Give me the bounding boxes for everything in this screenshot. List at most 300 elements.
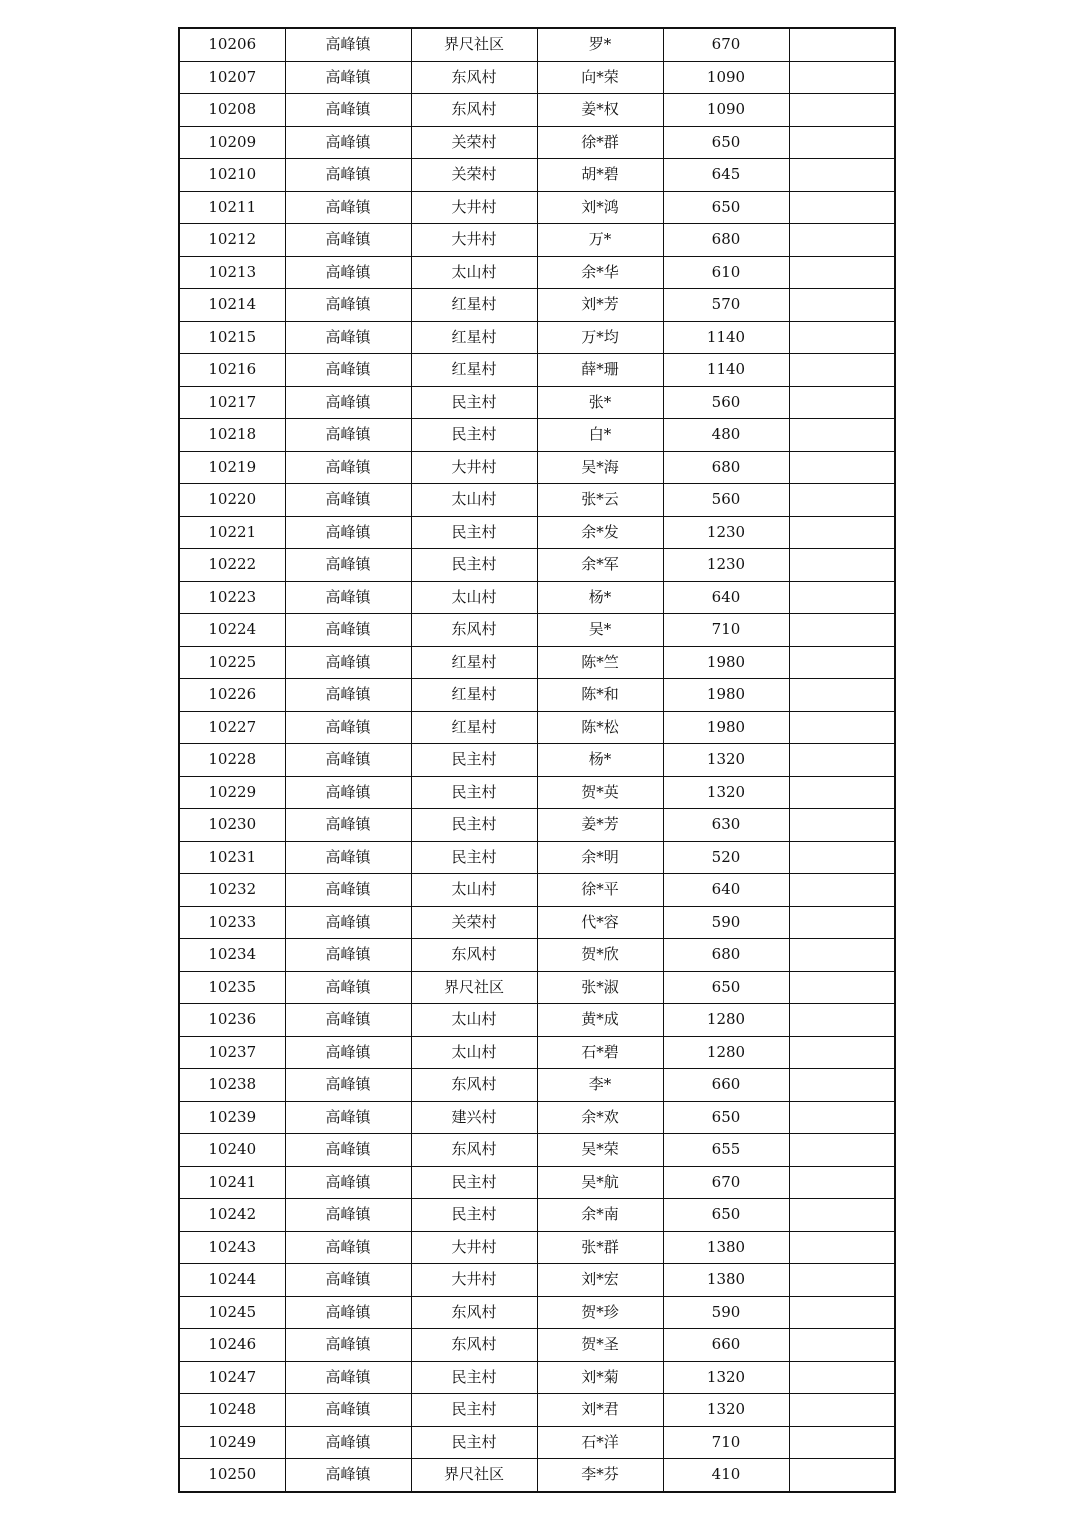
name-cell: 刘*宏 <box>537 1264 663 1297</box>
village-cell: 民主村 <box>411 386 537 419</box>
record-id-cell: 10233 <box>179 906 285 939</box>
table-row <box>179 679 895 712</box>
record-id-cell: 10213 <box>179 256 285 289</box>
note-cell <box>789 1101 895 1134</box>
record-id-cell: 10223 <box>179 581 285 614</box>
village-cell: 界尺社区 <box>411 971 537 1004</box>
note-cell <box>789 61 895 94</box>
note-cell <box>789 159 895 192</box>
table-row <box>179 419 895 452</box>
village-cell: 民主村 <box>411 776 537 809</box>
amount-cell: 670 <box>663 28 789 61</box>
record-id-cell: 10232 <box>179 874 285 907</box>
town-cell: 高峰镇 <box>285 28 411 61</box>
record-id-cell: 10226 <box>179 679 285 712</box>
village-cell: 东风村 <box>411 1134 537 1167</box>
amount-cell: 1140 <box>663 354 789 387</box>
table-row <box>179 549 895 582</box>
town-cell: 高峰镇 <box>285 1329 411 1362</box>
record-id-cell: 10244 <box>179 1264 285 1297</box>
name-cell: 陈*和 <box>537 679 663 712</box>
amount-cell: 710 <box>663 614 789 647</box>
record-id-cell: 10209 <box>179 126 285 159</box>
amount-cell: 710 <box>663 1426 789 1459</box>
amount-cell: 650 <box>663 1101 789 1134</box>
record-id-cell: 10228 <box>179 744 285 777</box>
record-id-cell: 10247 <box>179 1361 285 1394</box>
note-cell <box>789 256 895 289</box>
note-cell <box>789 776 895 809</box>
table-row <box>179 191 895 224</box>
town-cell: 高峰镇 <box>285 159 411 192</box>
village-cell: 大井村 <box>411 1231 537 1264</box>
table-row <box>179 28 895 61</box>
table-row <box>179 1296 895 1329</box>
note-cell <box>789 1296 895 1329</box>
name-cell: 代*容 <box>537 906 663 939</box>
record-id-cell: 10210 <box>179 159 285 192</box>
note-cell <box>789 939 895 972</box>
village-cell: 民主村 <box>411 1199 537 1232</box>
town-cell: 高峰镇 <box>285 841 411 874</box>
amount-cell: 1280 <box>663 1036 789 1069</box>
note-cell <box>789 1361 895 1394</box>
village-cell: 民主村 <box>411 809 537 842</box>
town-cell: 高峰镇 <box>285 809 411 842</box>
record-id-cell: 10246 <box>179 1329 285 1362</box>
amount-cell: 1320 <box>663 776 789 809</box>
record-id-cell: 10218 <box>179 419 285 452</box>
town-cell: 高峰镇 <box>285 354 411 387</box>
amount-cell: 670 <box>663 1166 789 1199</box>
town-cell: 高峰镇 <box>285 419 411 452</box>
amount-cell: 1230 <box>663 549 789 582</box>
town-cell: 高峰镇 <box>285 971 411 1004</box>
village-cell: 太山村 <box>411 581 537 614</box>
village-cell: 大井村 <box>411 191 537 224</box>
amount-cell: 1320 <box>663 744 789 777</box>
town-cell: 高峰镇 <box>285 191 411 224</box>
town-cell: 高峰镇 <box>285 224 411 257</box>
name-cell: 余*明 <box>537 841 663 874</box>
note-cell <box>789 28 895 61</box>
table-row <box>179 581 895 614</box>
town-cell: 高峰镇 <box>285 581 411 614</box>
town-cell: 高峰镇 <box>285 874 411 907</box>
table-row <box>179 1264 895 1297</box>
record-id-cell: 10231 <box>179 841 285 874</box>
note-cell <box>789 1264 895 1297</box>
town-cell: 高峰镇 <box>285 711 411 744</box>
amount-cell: 1280 <box>663 1004 789 1037</box>
town-cell: 高峰镇 <box>285 94 411 127</box>
name-cell: 张*淑 <box>537 971 663 1004</box>
name-cell: 贺*圣 <box>537 1329 663 1362</box>
record-id-cell: 10237 <box>179 1036 285 1069</box>
table-row <box>179 94 895 127</box>
table-row <box>179 386 895 419</box>
town-cell: 高峰镇 <box>285 451 411 484</box>
record-id-cell: 10229 <box>179 776 285 809</box>
note-cell <box>789 321 895 354</box>
record-id-cell: 10234 <box>179 939 285 972</box>
note-cell <box>789 874 895 907</box>
village-cell: 民主村 <box>411 1394 537 1427</box>
town-cell: 高峰镇 <box>285 1166 411 1199</box>
amount-cell: 1980 <box>663 679 789 712</box>
village-cell: 太山村 <box>411 1036 537 1069</box>
note-cell <box>789 126 895 159</box>
village-cell: 民主村 <box>411 744 537 777</box>
amount-cell: 660 <box>663 1329 789 1362</box>
village-cell: 东风村 <box>411 939 537 972</box>
town-cell: 高峰镇 <box>285 1134 411 1167</box>
town-cell: 高峰镇 <box>285 484 411 517</box>
note-cell <box>789 581 895 614</box>
town-cell: 高峰镇 <box>285 939 411 972</box>
record-id-cell: 10227 <box>179 711 285 744</box>
table-row <box>179 61 895 94</box>
town-cell: 高峰镇 <box>285 61 411 94</box>
town-cell: 高峰镇 <box>285 1394 411 1427</box>
record-id-cell: 10215 <box>179 321 285 354</box>
table-row <box>179 1101 895 1134</box>
name-cell: 余*发 <box>537 516 663 549</box>
note-cell <box>789 1166 895 1199</box>
note-cell <box>789 1231 895 1264</box>
amount-cell: 590 <box>663 906 789 939</box>
amount-cell: 1140 <box>663 321 789 354</box>
table-row <box>179 614 895 647</box>
village-cell: 民主村 <box>411 549 537 582</box>
table-row <box>179 224 895 257</box>
name-cell: 万* <box>537 224 663 257</box>
name-cell: 刘*鸿 <box>537 191 663 224</box>
table-row <box>179 1231 895 1264</box>
table-row <box>179 516 895 549</box>
name-cell: 万*均 <box>537 321 663 354</box>
amount-cell: 1380 <box>663 1264 789 1297</box>
table-row <box>179 711 895 744</box>
amount-cell: 650 <box>663 191 789 224</box>
amount-cell: 1980 <box>663 646 789 679</box>
name-cell: 胡*碧 <box>537 159 663 192</box>
amount-cell: 480 <box>663 419 789 452</box>
village-cell: 太山村 <box>411 1004 537 1037</box>
village-cell: 太山村 <box>411 256 537 289</box>
amount-cell: 520 <box>663 841 789 874</box>
table-row <box>179 1426 895 1459</box>
table-row <box>179 776 895 809</box>
note-cell <box>789 1459 895 1492</box>
table-row <box>179 809 895 842</box>
village-cell: 民主村 <box>411 516 537 549</box>
record-id-cell: 10241 <box>179 1166 285 1199</box>
table-row <box>179 971 895 1004</box>
record-id-cell: 10225 <box>179 646 285 679</box>
table-row <box>179 289 895 322</box>
village-cell: 东风村 <box>411 1069 537 1102</box>
village-cell: 东风村 <box>411 61 537 94</box>
village-cell: 关荣村 <box>411 906 537 939</box>
town-cell: 高峰镇 <box>285 776 411 809</box>
town-cell: 高峰镇 <box>285 516 411 549</box>
table-row <box>179 1329 895 1362</box>
table-row <box>179 1394 895 1427</box>
record-id-cell: 10250 <box>179 1459 285 1492</box>
note-cell <box>789 1069 895 1102</box>
note-cell <box>789 1329 895 1362</box>
table-row <box>179 1166 895 1199</box>
table-row <box>179 321 895 354</box>
note-cell <box>789 191 895 224</box>
amount-cell: 680 <box>663 451 789 484</box>
name-cell: 李* <box>537 1069 663 1102</box>
amount-cell: 1980 <box>663 711 789 744</box>
village-cell: 红星村 <box>411 354 537 387</box>
amount-cell: 640 <box>663 874 789 907</box>
record-id-cell: 10249 <box>179 1426 285 1459</box>
name-cell: 薛*珊 <box>537 354 663 387</box>
name-cell: 刘*菊 <box>537 1361 663 1394</box>
name-cell: 吴*航 <box>537 1166 663 1199</box>
name-cell: 吴* <box>537 614 663 647</box>
amount-cell: 1380 <box>663 1231 789 1264</box>
record-id-cell: 10206 <box>179 28 285 61</box>
town-cell: 高峰镇 <box>285 679 411 712</box>
record-id-cell: 10214 <box>179 289 285 322</box>
note-cell <box>789 971 895 1004</box>
record-id-cell: 10235 <box>179 971 285 1004</box>
village-cell: 关荣村 <box>411 159 537 192</box>
table-row <box>179 841 895 874</box>
amount-cell: 680 <box>663 939 789 972</box>
village-cell: 界尺社区 <box>411 28 537 61</box>
town-cell: 高峰镇 <box>285 1361 411 1394</box>
record-id-cell: 10236 <box>179 1004 285 1037</box>
amount-cell: 645 <box>663 159 789 192</box>
record-id-cell: 10219 <box>179 451 285 484</box>
town-cell: 高峰镇 <box>285 1459 411 1492</box>
name-cell: 杨* <box>537 744 663 777</box>
table-row <box>179 484 895 517</box>
town-cell: 高峰镇 <box>285 126 411 159</box>
village-cell: 大井村 <box>411 451 537 484</box>
note-cell <box>789 809 895 842</box>
note-cell <box>789 744 895 777</box>
village-cell: 关荣村 <box>411 126 537 159</box>
note-cell <box>789 1036 895 1069</box>
note-cell <box>789 1004 895 1037</box>
note-cell <box>789 289 895 322</box>
record-id-cell: 10220 <box>179 484 285 517</box>
name-cell: 向*荣 <box>537 61 663 94</box>
town-cell: 高峰镇 <box>285 1296 411 1329</box>
village-cell: 红星村 <box>411 679 537 712</box>
note-cell <box>789 646 895 679</box>
village-cell: 红星村 <box>411 289 537 322</box>
record-id-cell: 10207 <box>179 61 285 94</box>
name-cell: 刘*君 <box>537 1394 663 1427</box>
note-cell <box>789 1199 895 1232</box>
name-cell: 余*欢 <box>537 1101 663 1134</box>
town-cell: 高峰镇 <box>285 549 411 582</box>
name-cell: 吴*荣 <box>537 1134 663 1167</box>
village-cell: 民主村 <box>411 1166 537 1199</box>
name-cell: 徐*平 <box>537 874 663 907</box>
town-cell: 高峰镇 <box>285 256 411 289</box>
table-row <box>179 906 895 939</box>
note-cell <box>789 679 895 712</box>
village-cell: 东风村 <box>411 1329 537 1362</box>
amount-cell: 650 <box>663 126 789 159</box>
note-cell <box>789 516 895 549</box>
note-cell <box>789 94 895 127</box>
note-cell <box>789 224 895 257</box>
name-cell: 刘*芳 <box>537 289 663 322</box>
village-cell: 大井村 <box>411 224 537 257</box>
village-cell: 红星村 <box>411 321 537 354</box>
town-cell: 高峰镇 <box>285 1264 411 1297</box>
record-id-cell: 10238 <box>179 1069 285 1102</box>
amount-cell: 630 <box>663 809 789 842</box>
name-cell: 李*芬 <box>537 1459 663 1492</box>
table-row <box>179 256 895 289</box>
name-cell: 杨* <box>537 581 663 614</box>
village-cell: 民主村 <box>411 419 537 452</box>
note-cell <box>789 386 895 419</box>
town-cell: 高峰镇 <box>285 1036 411 1069</box>
name-cell: 贺*珍 <box>537 1296 663 1329</box>
table-row <box>179 1036 895 1069</box>
village-cell: 界尺社区 <box>411 1459 537 1492</box>
name-cell: 余*军 <box>537 549 663 582</box>
amount-cell: 640 <box>663 581 789 614</box>
amount-cell: 590 <box>663 1296 789 1329</box>
amount-cell: 1320 <box>663 1361 789 1394</box>
name-cell: 陈*松 <box>537 711 663 744</box>
record-id-cell: 10242 <box>179 1199 285 1232</box>
table-row <box>179 1361 895 1394</box>
table-row <box>179 354 895 387</box>
note-cell <box>789 451 895 484</box>
amount-cell: 560 <box>663 386 789 419</box>
name-cell: 张*云 <box>537 484 663 517</box>
amount-cell: 410 <box>663 1459 789 1492</box>
record-id-cell: 10212 <box>179 224 285 257</box>
note-cell <box>789 1426 895 1459</box>
record-id-cell: 10221 <box>179 516 285 549</box>
amount-cell: 570 <box>663 289 789 322</box>
note-cell <box>789 614 895 647</box>
village-cell: 东风村 <box>411 1296 537 1329</box>
name-cell: 张* <box>537 386 663 419</box>
note-cell <box>789 906 895 939</box>
name-cell: 余*南 <box>537 1199 663 1232</box>
amount-cell: 650 <box>663 1199 789 1232</box>
table-row <box>179 159 895 192</box>
table-row <box>179 126 895 159</box>
roster-table <box>178 27 896 1493</box>
table-row <box>179 1459 895 1492</box>
town-cell: 高峰镇 <box>285 1069 411 1102</box>
village-cell: 红星村 <box>411 646 537 679</box>
note-cell <box>789 841 895 874</box>
amount-cell: 560 <box>663 484 789 517</box>
town-cell: 高峰镇 <box>285 386 411 419</box>
record-id-cell: 10239 <box>179 1101 285 1134</box>
table-row <box>179 1199 895 1232</box>
amount-cell: 610 <box>663 256 789 289</box>
town-cell: 高峰镇 <box>285 744 411 777</box>
table-row <box>179 744 895 777</box>
table-row <box>179 874 895 907</box>
town-cell: 高峰镇 <box>285 1101 411 1134</box>
amount-cell: 1090 <box>663 94 789 127</box>
village-cell: 大井村 <box>411 1264 537 1297</box>
note-cell <box>789 1134 895 1167</box>
record-id-cell: 10216 <box>179 354 285 387</box>
table-row <box>179 1069 895 1102</box>
village-cell: 民主村 <box>411 1426 537 1459</box>
town-cell: 高峰镇 <box>285 321 411 354</box>
record-id-cell: 10230 <box>179 809 285 842</box>
town-cell: 高峰镇 <box>285 906 411 939</box>
table-row <box>179 939 895 972</box>
village-cell: 东风村 <box>411 94 537 127</box>
roster-table-body <box>179 28 895 1492</box>
amount-cell: 655 <box>663 1134 789 1167</box>
amount-cell: 660 <box>663 1069 789 1102</box>
town-cell: 高峰镇 <box>285 1231 411 1264</box>
note-cell <box>789 419 895 452</box>
name-cell: 余*华 <box>537 256 663 289</box>
table-row <box>179 1004 895 1037</box>
village-cell: 太山村 <box>411 874 537 907</box>
name-cell: 吴*海 <box>537 451 663 484</box>
town-cell: 高峰镇 <box>285 1426 411 1459</box>
record-id-cell: 10248 <box>179 1394 285 1427</box>
name-cell: 贺*欣 <box>537 939 663 972</box>
town-cell: 高峰镇 <box>285 289 411 322</box>
amount-cell: 1320 <box>663 1394 789 1427</box>
table-row <box>179 1134 895 1167</box>
name-cell: 陈*竺 <box>537 646 663 679</box>
note-cell <box>789 484 895 517</box>
note-cell <box>789 1394 895 1427</box>
record-id-cell: 10224 <box>179 614 285 647</box>
note-cell <box>789 549 895 582</box>
village-cell: 东风村 <box>411 614 537 647</box>
name-cell: 罗* <box>537 28 663 61</box>
record-id-cell: 10211 <box>179 191 285 224</box>
amount-cell: 1230 <box>663 516 789 549</box>
village-cell: 民主村 <box>411 841 537 874</box>
table-row <box>179 451 895 484</box>
name-cell: 姜*芳 <box>537 809 663 842</box>
amount-cell: 680 <box>663 224 789 257</box>
village-cell: 民主村 <box>411 1361 537 1394</box>
record-id-cell: 10208 <box>179 94 285 127</box>
amount-cell: 650 <box>663 971 789 1004</box>
record-id-cell: 10240 <box>179 1134 285 1167</box>
table-row <box>179 646 895 679</box>
name-cell: 黄*成 <box>537 1004 663 1037</box>
village-cell: 太山村 <box>411 484 537 517</box>
town-cell: 高峰镇 <box>285 646 411 679</box>
town-cell: 高峰镇 <box>285 1199 411 1232</box>
note-cell <box>789 711 895 744</box>
